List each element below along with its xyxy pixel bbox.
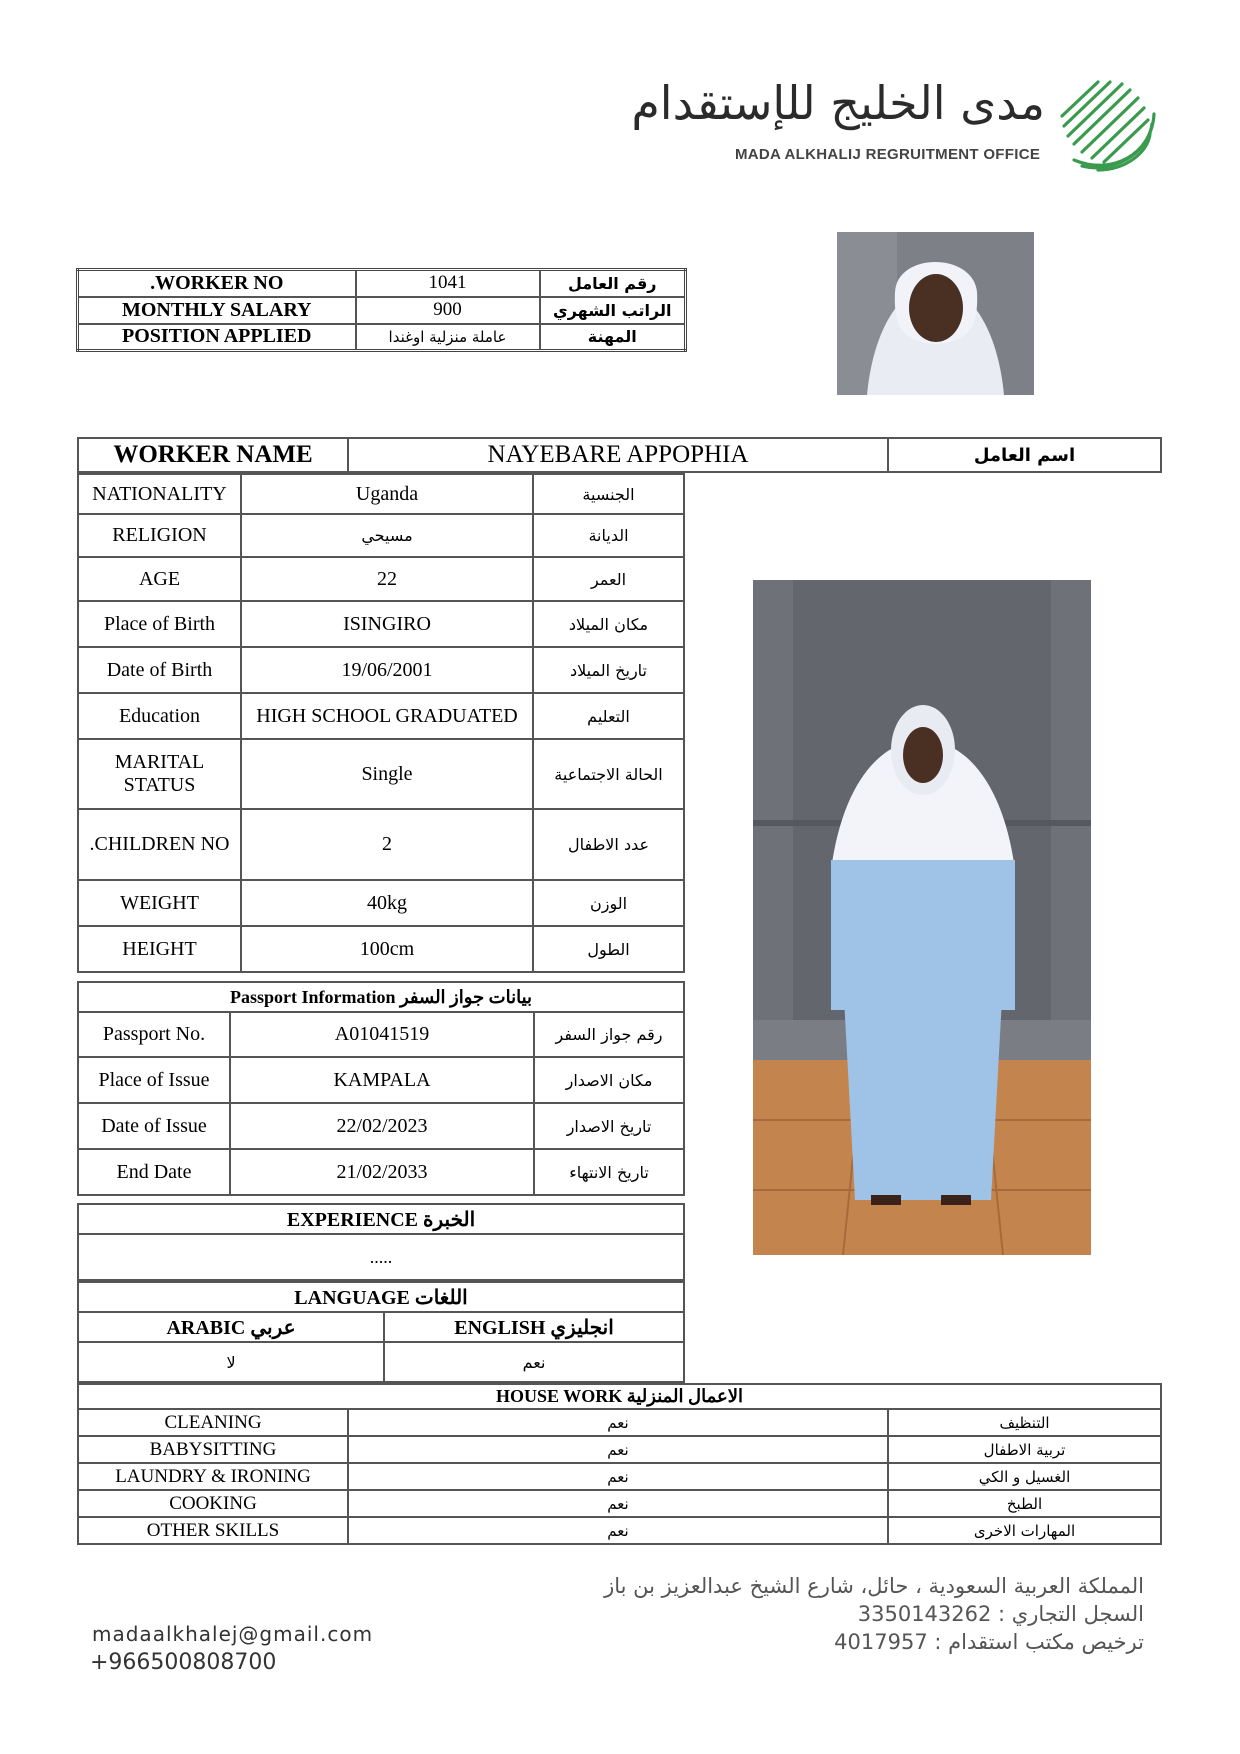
- detail-label: .CHILDREN NO: [78, 809, 241, 880]
- detail-value: 22: [241, 557, 533, 601]
- monthly-salary-value: 900: [356, 297, 540, 324]
- detail-label-ar: التعليم: [533, 693, 684, 739]
- table-row: [78, 647, 684, 693]
- house-work-title: HOUSE WORK الاعمال المنزلية: [78, 1384, 1161, 1409]
- summary-table: [76, 268, 687, 352]
- monthly-salary-label: MONTHLY SALARY: [78, 297, 356, 324]
- table-row: [78, 557, 684, 601]
- passport-label: End Date: [78, 1149, 230, 1195]
- house-work-value: نعم: [348, 1463, 888, 1490]
- detail-label-ar: مكان الميلاد: [533, 601, 684, 647]
- detail-label: NATIONALITY: [78, 474, 241, 514]
- passport-label-ar: تاريخ الانتهاء: [534, 1149, 684, 1195]
- summary-row: [78, 324, 686, 351]
- detail-value: 19/06/2001: [241, 647, 533, 693]
- logo-mark-icon: [1052, 74, 1160, 182]
- passport-label: Place of Issue: [78, 1057, 230, 1103]
- house-work-label: LAUNDRY & IRONING: [78, 1463, 348, 1490]
- house-work-value: نعم: [348, 1490, 888, 1517]
- passport-value: A01041519: [230, 1012, 534, 1057]
- footer-address: المملكة العربية السعودية ، حائل، شارع الشيخ عبدالعزيز بن باز: [604, 1574, 1144, 1598]
- passport-table: [77, 981, 685, 1196]
- detail-label: Date of Birth: [78, 647, 241, 693]
- table-row: [78, 1436, 1161, 1463]
- detail-label-ar: الوزن: [533, 880, 684, 926]
- table-row: [78, 1517, 1161, 1544]
- table-row: [78, 474, 684, 514]
- passport-label-ar: مكان الاصدار: [534, 1057, 684, 1103]
- worker-no-value: 1041: [356, 270, 540, 297]
- table-row: [78, 1490, 1161, 1517]
- summary-row: [78, 270, 686, 297]
- position-value: عاملة منزلية اوغندا: [356, 324, 540, 351]
- arabic-language-label: ARABIC عربي: [78, 1312, 384, 1342]
- worker-name-label: WORKER NAME: [78, 438, 348, 472]
- table-row: [78, 1057, 684, 1103]
- detail-label: WEIGHT: [78, 880, 241, 926]
- detail-value: مسيحي: [241, 514, 533, 557]
- house-work-value: نعم: [348, 1517, 888, 1544]
- logo-arabic-text: مدى الخليج للإستقدام: [631, 76, 1045, 130]
- company-logo: [631, 70, 1160, 185]
- english-language-value: نعم: [384, 1342, 684, 1382]
- house-work-label-ar: الغسيل و الكي: [888, 1463, 1161, 1490]
- house-work-value: نعم: [348, 1436, 888, 1463]
- detail-value: 2: [241, 809, 533, 880]
- detail-label: Place of Birth: [78, 601, 241, 647]
- detail-label-ar: الحالة الاجتماعية: [533, 739, 684, 809]
- detail-label: Education: [78, 693, 241, 739]
- language-title: LANGUAGE اللغات: [78, 1282, 684, 1312]
- worker-headshot-photo: [837, 232, 1034, 395]
- detail-label-ar: الطول: [533, 926, 684, 972]
- house-work-value: نعم: [348, 1409, 888, 1436]
- table-row: [78, 514, 684, 557]
- worker-full-body-photo: [753, 580, 1091, 1255]
- table-row: [78, 926, 684, 972]
- table-row: [78, 1012, 684, 1057]
- house-work-label-ar: الطبخ: [888, 1490, 1161, 1517]
- house-work-table: [77, 1383, 1162, 1545]
- experience-value: .....: [78, 1234, 684, 1280]
- table-row: [78, 1149, 684, 1195]
- position-label: POSITION APPLIED: [78, 324, 356, 351]
- worker-name-table: [77, 437, 1162, 473]
- table-row: [78, 1103, 684, 1149]
- experience-title: EXPERIENCE الخبرة: [78, 1204, 684, 1234]
- house-work-label-ar: التنظيف: [888, 1409, 1161, 1436]
- table-row: [78, 1409, 1161, 1436]
- passport-label: Date of Issue: [78, 1103, 230, 1149]
- detail-value: Uganda: [241, 474, 533, 514]
- detail-value: Single: [241, 739, 533, 809]
- monthly-salary-label-ar: الراتب الشهري: [540, 297, 686, 324]
- passport-label: Passport No.: [78, 1012, 230, 1057]
- passport-label-ar: تاريخ الاصدار: [534, 1103, 684, 1149]
- table-row: [78, 601, 684, 647]
- detail-value: 40kg: [241, 880, 533, 926]
- detail-label-ar: الجنسية: [533, 474, 684, 514]
- worker-no-label: .WORKER NO: [78, 270, 356, 297]
- detail-value: 100cm: [241, 926, 533, 972]
- house-work-label: COOKING: [78, 1490, 348, 1517]
- detail-label: MARITAL STATUS: [78, 739, 241, 809]
- passport-value: 22/02/2023: [230, 1103, 534, 1149]
- house-work-label-ar: تربية الاطفال: [888, 1436, 1161, 1463]
- english-language-label: ENGLISH انجليزي: [384, 1312, 684, 1342]
- house-work-label: BABYSITTING: [78, 1436, 348, 1463]
- summary-row: [78, 297, 686, 324]
- table-row: [78, 1463, 1161, 1490]
- detail-label: HEIGHT: [78, 926, 241, 972]
- detail-label-ar: الديانة: [533, 514, 684, 557]
- table-row: [78, 693, 684, 739]
- house-work-label: CLEANING: [78, 1409, 348, 1436]
- worker-no-label-ar: رقم العامل: [540, 270, 686, 297]
- footer-email[interactable]: madaalkhalej@gmail.com: [92, 1622, 374, 1646]
- footer-license: ترخيص مكتب استقدام : 4017957: [834, 1630, 1144, 1654]
- experience-table: [77, 1203, 685, 1281]
- passport-section-title: Passport Information بيانات جواز السفر: [78, 982, 684, 1012]
- passport-value: KAMPALA: [230, 1057, 534, 1103]
- table-row: [78, 880, 684, 926]
- detail-label-ar: العمر: [533, 557, 684, 601]
- footer-commercial-register: السجل التجاري : 3350143262: [857, 1602, 1144, 1626]
- logo-english-text: MADA ALKHALIJ REGRUITMENT OFFICE: [735, 146, 1041, 163]
- table-row: [78, 739, 684, 809]
- worker-name-label-ar: اسم العامل: [888, 438, 1161, 472]
- passport-label-ar: رقم جواز السفر: [534, 1012, 684, 1057]
- detail-label-ar: عدد الاطفال: [533, 809, 684, 880]
- detail-label: RELIGION: [78, 514, 241, 557]
- footer-phone[interactable]: +966500808700: [90, 1650, 277, 1675]
- detail-label: AGE: [78, 557, 241, 601]
- language-table: [77, 1281, 685, 1383]
- worker-name-value: NAYEBARE APPOPHIA: [348, 438, 888, 472]
- table-row: [78, 809, 684, 880]
- passport-value: 21/02/2033: [230, 1149, 534, 1195]
- house-work-label: OTHER SKILLS: [78, 1517, 348, 1544]
- detail-value: ISINGIRO: [241, 601, 533, 647]
- house-work-label-ar: المهارات الاخرى: [888, 1517, 1161, 1544]
- detail-label-ar: تاريخ الميلاد: [533, 647, 684, 693]
- detail-value: HIGH SCHOOL GRADUATED: [241, 693, 533, 739]
- arabic-language-value: لا: [78, 1342, 384, 1382]
- position-label-ar: المهنة: [540, 324, 686, 351]
- details-table: [77, 473, 685, 973]
